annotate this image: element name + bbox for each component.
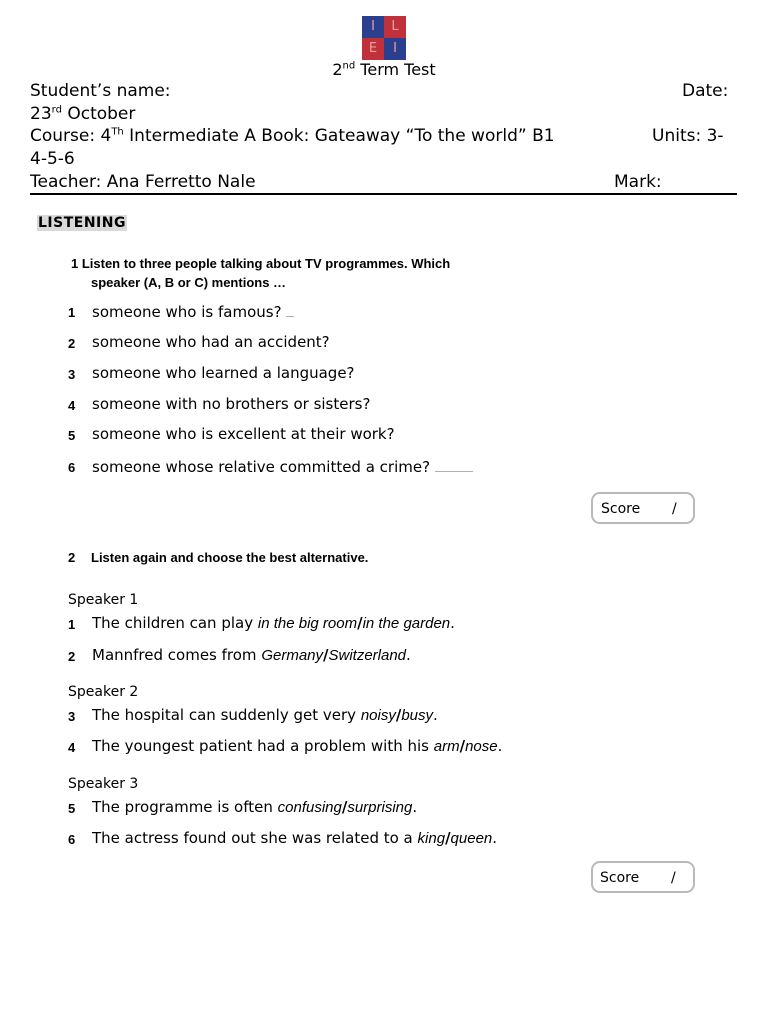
units-continued: 4-5-6 (30, 149, 75, 169)
option[interactable]: nose (465, 738, 498, 755)
answer-blank[interactable] (286, 302, 294, 317)
exercise1-item: someone who is excellent at their work? (92, 425, 395, 443)
school-logo (362, 16, 406, 60)
exercise1-item: someone who had an accident? (92, 333, 330, 351)
speaker-heading: Speaker 3 (68, 776, 139, 792)
item-number: 4 (68, 740, 76, 755)
date-label: Date: (682, 81, 729, 101)
speaker-heading: Speaker 1 (68, 592, 139, 608)
mark-label: Mark: (614, 172, 662, 192)
logo-letter: E (362, 38, 384, 60)
exercise1-instruction-cont: speaker (A, B or C) mentions … (91, 275, 287, 290)
exercise1-instruction: 1 Listen to three people talking about TV programmes. Which (71, 256, 451, 271)
logo-letter: I (362, 16, 384, 38)
exercise2-number: 2 (68, 550, 76, 565)
student-name-label: Student’s name: (30, 81, 171, 101)
score-box[interactable] (591, 861, 695, 893)
answer-blank[interactable] (435, 457, 473, 472)
option[interactable]: queen (450, 830, 493, 847)
exercise2-item: The children can play in the big room/in the garden. (92, 614, 455, 632)
exercise2-instruction: Listen again and choose the best alternative. (91, 550, 369, 565)
option[interactable]: noisy (360, 707, 396, 724)
item-number: 6 (68, 832, 76, 847)
item-number: 4 (68, 398, 76, 413)
exercise2-item: Mannfred comes from Germany/Switzerland. (92, 646, 411, 664)
score-separator: / (672, 501, 677, 517)
date-value: 23rd October (30, 104, 136, 124)
option[interactable]: king (417, 830, 446, 847)
exercise2-item: The programme is often confusing/surprising. (92, 798, 418, 816)
logo-letter: I (384, 38, 406, 60)
item-number: 1 (68, 617, 76, 632)
item-number: 1 (68, 305, 76, 320)
item-number: 3 (68, 367, 76, 382)
exercise2-item: The hospital can suddenly get very noisy/busy. (92, 706, 438, 724)
exercise2-item: The actress found out she was related to a king/queen. (92, 829, 498, 847)
item-number: 3 (68, 709, 76, 724)
units-label: Units: 3- (652, 126, 724, 146)
score-label: Score (601, 501, 641, 517)
exercise2-item: The youngest patient had a problem with his arm/nose. (92, 737, 503, 755)
score-label: Score (600, 870, 640, 886)
option[interactable]: busy (401, 707, 434, 724)
option[interactable]: arm (433, 738, 460, 755)
section-title: LISTENING (38, 215, 126, 231)
speaker-heading: Speaker 2 (68, 684, 139, 700)
score-separator: / (671, 870, 676, 886)
page-title: 2nd Term Test (332, 60, 436, 79)
item-number: 2 (68, 649, 76, 664)
header-divider (30, 193, 737, 195)
logo-letter: L (384, 16, 406, 38)
option[interactable]: Germany (261, 647, 323, 664)
option[interactable]: surprising (347, 799, 413, 816)
item-number: 2 (68, 336, 76, 351)
exercise1-item: someone who is famous? (92, 302, 294, 321)
option[interactable]: in the garden (362, 615, 451, 632)
item-number: 6 (68, 460, 76, 475)
option[interactable]: in the big room (257, 615, 358, 632)
exercise1-item: someone with no brothers or sisters? (92, 395, 371, 413)
exercise1-item: someone who learned a language? (92, 364, 355, 382)
option[interactable]: Switzerland (328, 647, 407, 664)
item-number: 5 (68, 801, 76, 816)
score-box[interactable] (591, 492, 695, 524)
course-info: Course: 4Th Intermediate A Book: Gateaway “To the world” B1 (30, 126, 555, 146)
item-number: 5 (68, 428, 76, 443)
exercise1-item: someone whose relative committed a crime? (92, 457, 473, 476)
option[interactable]: confusing (277, 799, 342, 816)
teacher-name: Teacher: Ana Ferretto Nale (30, 172, 256, 192)
